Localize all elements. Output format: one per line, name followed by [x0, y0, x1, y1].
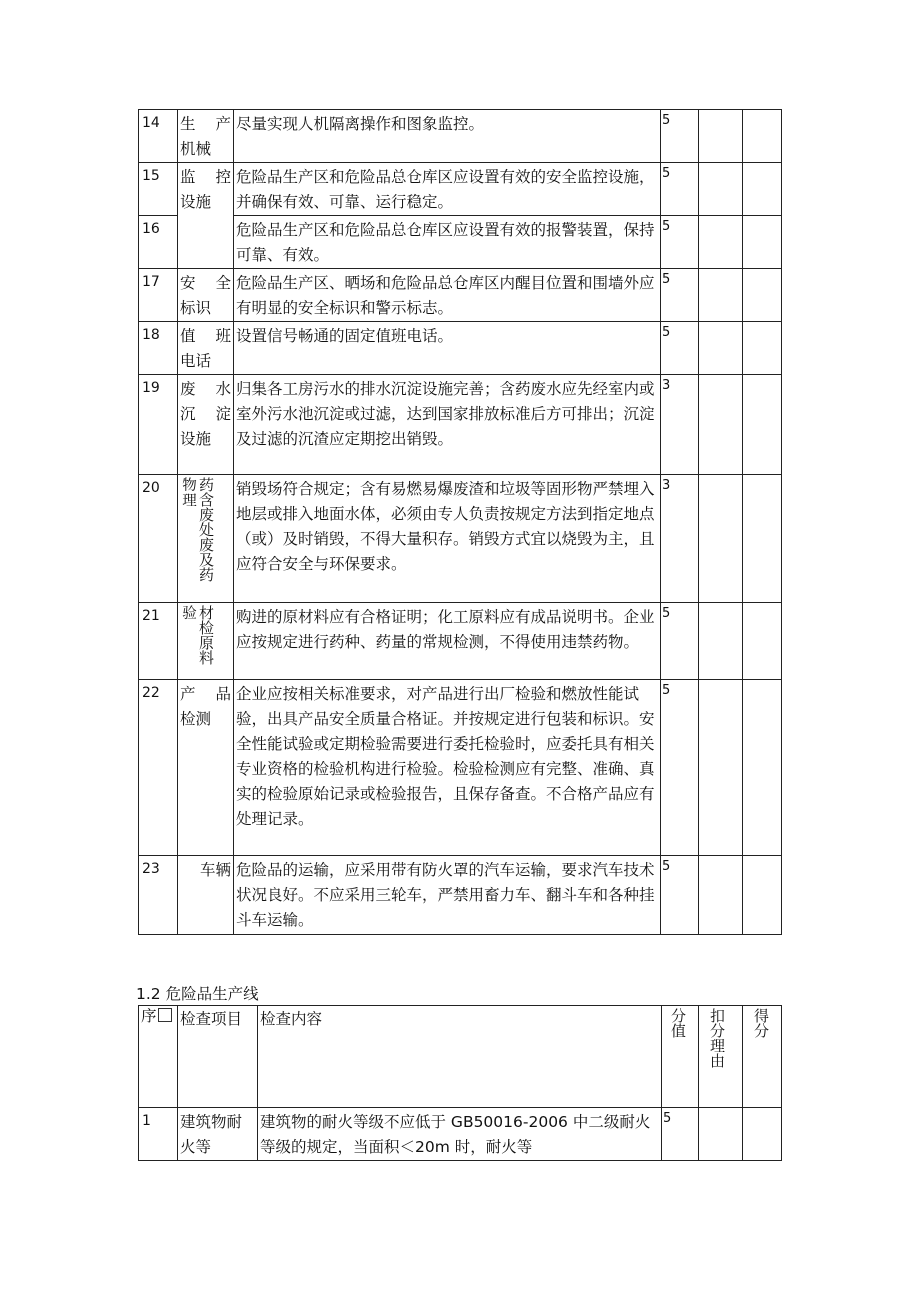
- check-content: 尽量实现人机隔离操作和图象监控。: [234, 110, 661, 163]
- row-number: 1: [139, 1108, 178, 1161]
- check-item: 产 品 检测: [178, 680, 234, 856]
- score-value: 5: [661, 163, 699, 216]
- score-value: 5: [661, 110, 699, 163]
- table-row: [139, 269, 782, 322]
- check-content: 设置信号畅通的固定值班电话。: [234, 322, 661, 375]
- deduct-reason-cell[interactable]: [699, 269, 743, 322]
- score-value: 5: [661, 856, 699, 935]
- check-content: 销毁场符合规定；含有易燃易爆废渣和垃圾等固形物严禁埋入地层或排入地面水体，必须由专人负责按规定方法到指定地点（或）及时销毁，不得大量积存。销毁方式宜以烧毁为主，且应符合安全与环保要求。: [234, 475, 661, 603]
- score-value: 5: [661, 603, 699, 680]
- row-number: 22: [139, 680, 178, 856]
- header-score: 分值: [662, 1006, 699, 1108]
- got-score-cell[interactable]: [743, 216, 782, 269]
- deduct-reason-cell[interactable]: [699, 375, 743, 475]
- section-title: 1.2 危险品生产线: [136, 985, 259, 1003]
- table-header-row: [139, 1006, 782, 1108]
- check-item: 物理 药含废处废及药: [178, 475, 234, 603]
- row-number: 16: [139, 216, 178, 269]
- row-number: 18: [139, 322, 178, 375]
- check-content: 危险品生产区和危险品总仓库区应设置有效的报警装置，保持可靠、有效。: [234, 216, 661, 269]
- score-value: 5: [661, 216, 699, 269]
- score-value: 3: [661, 475, 699, 603]
- got-score-cell[interactable]: [743, 322, 782, 375]
- got-score-cell[interactable]: [743, 856, 782, 935]
- table-row: [139, 475, 782, 603]
- table-row: [139, 375, 782, 475]
- score-value: 5: [661, 322, 699, 375]
- row-number: 15: [139, 163, 178, 216]
- table-row: [139, 856, 782, 935]
- check-content: 归集各工房污水的排水沉淀设施完善；含药废水应先经室内或室外污水池沉淀或过滤，达到国家排放标准后方可排出；沉淀及过滤的沉渣应定期挖出销毁。: [234, 375, 661, 475]
- header-deduct: 扣分理由: [699, 1006, 743, 1108]
- got-score-cell[interactable]: [743, 1108, 782, 1161]
- table-row: [139, 680, 782, 856]
- got-score-cell[interactable]: [743, 475, 782, 603]
- got-score-cell[interactable]: [743, 680, 782, 856]
- header-content: 检查内容: [258, 1006, 662, 1108]
- got-score-cell[interactable]: [743, 269, 782, 322]
- deduct-reason-cell[interactable]: [699, 322, 743, 375]
- deduct-reason-cell[interactable]: [699, 1108, 743, 1161]
- got-score-cell[interactable]: [743, 603, 782, 680]
- check-content: 危险品生产区和危险品总仓库区应设置有效的安全监控设施，并确保有效、可靠、运行稳定。: [234, 163, 661, 216]
- row-number: 21: [139, 603, 178, 680]
- check-content: 购进的原材料应有合格证明；化工原料应有成品说明书。企业应按规定进行药种、药量的常规检测，不得使用违禁药物。: [234, 603, 661, 680]
- deduct-reason-cell[interactable]: [699, 856, 743, 935]
- table-row: [139, 216, 782, 269]
- inspection-table-2: [138, 1005, 782, 1161]
- check-item: 车辆: [178, 856, 234, 935]
- check-item: 安 全 标识: [178, 269, 234, 322]
- header-item: 检查项目: [178, 1006, 258, 1108]
- deduct-reason-cell[interactable]: [699, 603, 743, 680]
- got-score-cell[interactable]: [743, 110, 782, 163]
- table-row: [139, 1108, 782, 1161]
- deduct-reason-cell[interactable]: [699, 475, 743, 603]
- check-content: 危险品生产区、晒场和危险品总仓库区内醒目位置和围墙外应有明显的安全标识和警示标志。: [234, 269, 661, 322]
- check-item: 验 材检原料: [178, 603, 234, 680]
- deduct-reason-cell[interactable]: [699, 110, 743, 163]
- table-row: [139, 110, 782, 163]
- row-number: 14: [139, 110, 178, 163]
- got-score-cell[interactable]: [743, 375, 782, 475]
- row-number: 23: [139, 856, 178, 935]
- check-content: 企业应按相关标准要求，对产品进行出厂检验和燃放性能试验，出具产品安全质量合格证。并按规定进行包装和标识。安全性能试验或定期检验需要进行委托检验时，应委托具有相关专业资格的检验机构进行检验。检验检测应有完整、准确、真实的检验原始记录或检验报告，且保存备查。不合格产品应有处理记录。: [234, 680, 661, 856]
- table-row: [139, 163, 782, 216]
- header-no: 序: [139, 1006, 178, 1108]
- got-score-cell[interactable]: [743, 163, 782, 216]
- check-item: 建筑物耐火等: [178, 1108, 258, 1161]
- missing-glyph-box: [158, 1008, 172, 1022]
- score-value: 5: [661, 269, 699, 322]
- row-number: 20: [139, 475, 178, 603]
- deduct-reason-cell[interactable]: [699, 163, 743, 216]
- check-content: 危险品的运输，应采用带有防火罩的汽车运输，要求汽车技术状况良好。不应采用三轮车，严禁用畜力车、翻斗车和各种挂斗车运输。: [234, 856, 661, 935]
- inspection-table-1: [138, 109, 782, 935]
- check-item: 值 班 电话: [178, 322, 234, 375]
- check-item: 生 产 机械: [178, 110, 234, 163]
- header-got: 得分: [743, 1006, 782, 1108]
- score-value: 5: [661, 680, 699, 856]
- deduct-reason-cell[interactable]: [699, 216, 743, 269]
- row-number: 19: [139, 375, 178, 475]
- table-row: [139, 322, 782, 375]
- score-value: 3: [661, 375, 699, 475]
- score-value: 5: [662, 1108, 699, 1161]
- check-item: 废 水 沉 淀 设施: [178, 375, 234, 475]
- table-row: [139, 603, 782, 680]
- deduct-reason-cell[interactable]: [699, 680, 743, 856]
- row-number: 17: [139, 269, 178, 322]
- check-content: 建筑物的耐火等级不应低于 GB50016-2006 中二级耐火等级的规定，当面积＜20m 时，耐火等: [258, 1108, 662, 1161]
- check-item: 监 控 设施: [178, 163, 234, 269]
